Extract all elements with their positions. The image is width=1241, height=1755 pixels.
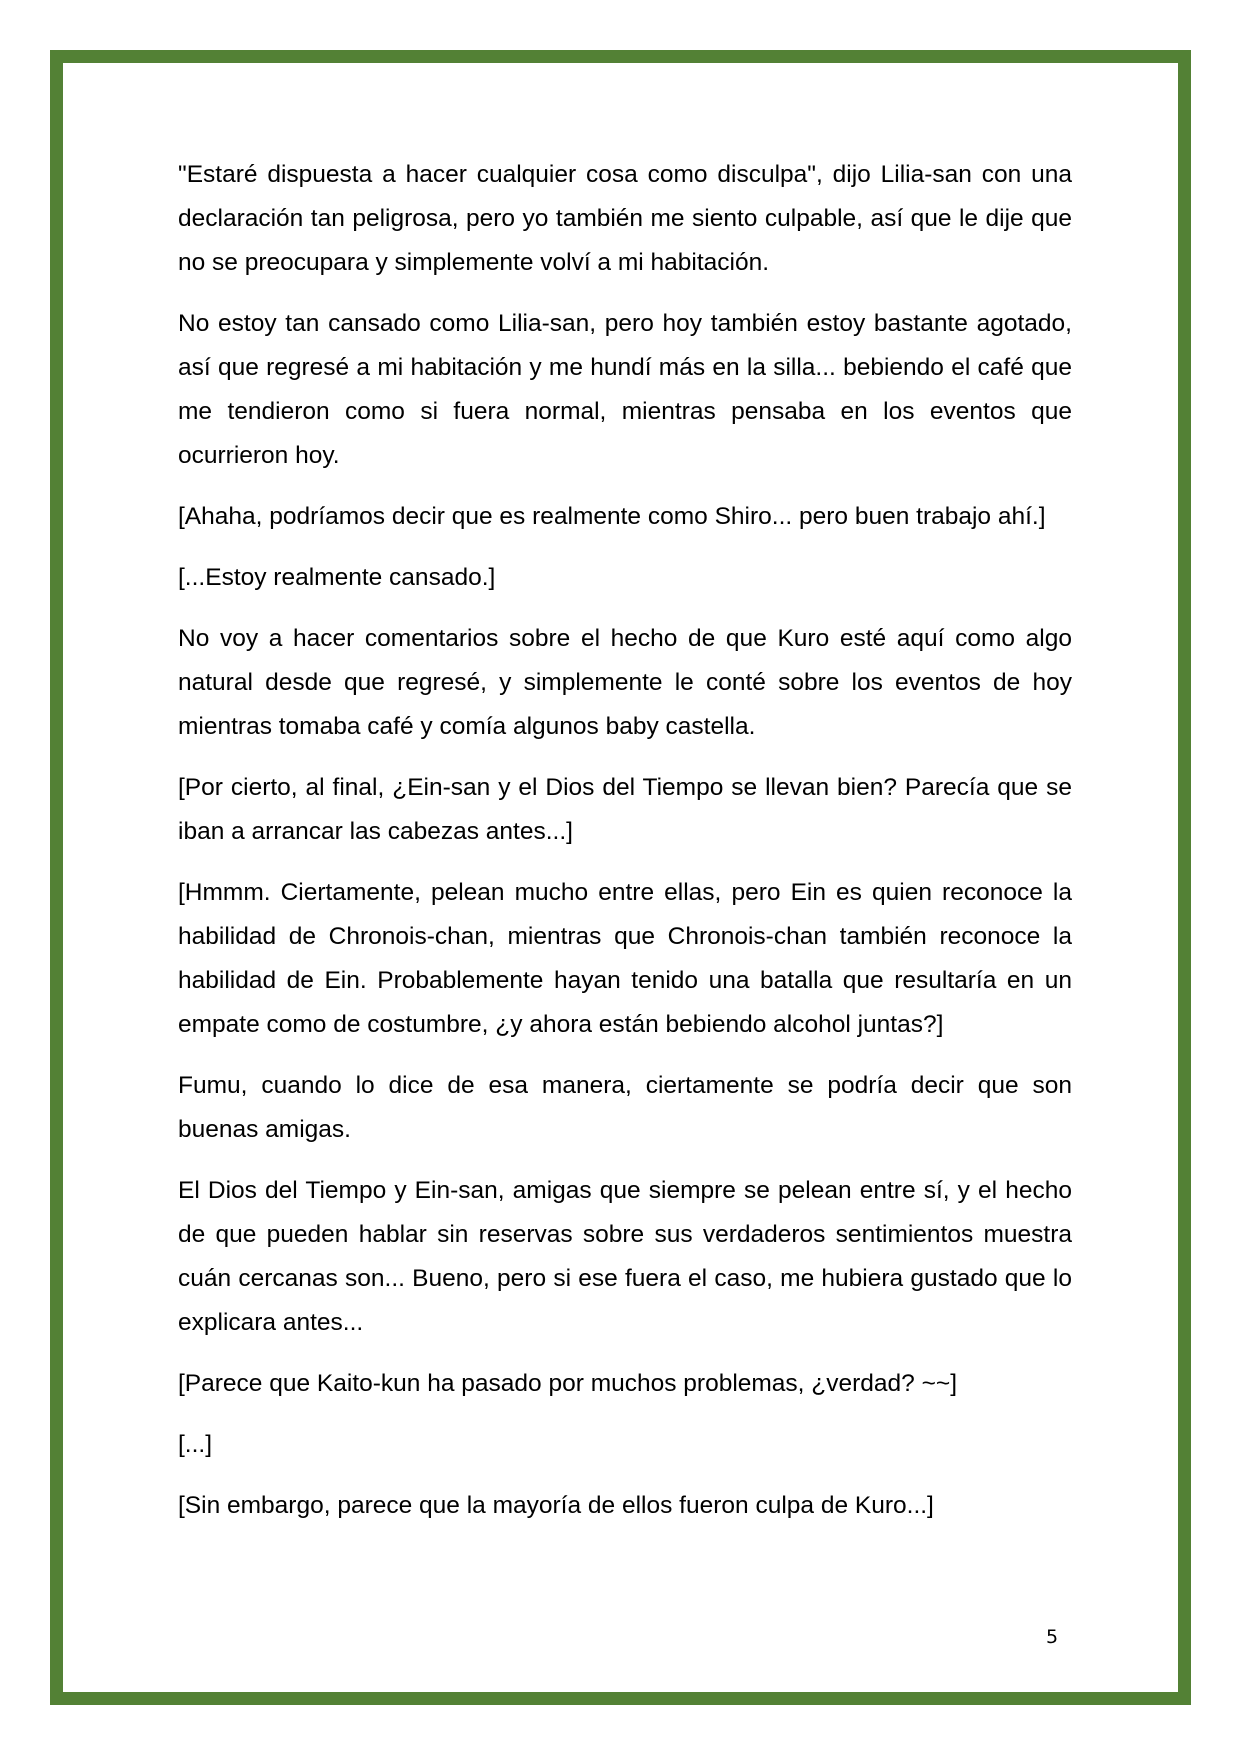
document-body: [178, 153, 1072, 1545]
paragraph: Fumu, cuando lo dice de esa manera, ciertamente se podría decir que son buenas amigas.: [178, 1072, 1072, 1143]
paragraph: [Parece que Kaito-kun ha pasado por muchos problemas, ¿verdad? ~~]: [178, 1370, 958, 1397]
page-number: 5: [1046, 1626, 1059, 1648]
paragraph: [Ahaha, podríamos decir que es realmente como Shiro... pero buen trabajo ahí.]: [178, 503, 1046, 530]
paragraph: No voy a hacer comentarios sobre el hecho de que Kuro esté aquí como algo natural desde que regresé, y simplemente le conté sobre los eventos de hoy mientras tomaba café y comía algunos baby castella.: [178, 625, 1072, 740]
paragraph: [...]: [178, 1431, 213, 1458]
paragraph: [Hmmm. Ciertamente, pelean mucho entre ellas, pero Ein es quien reconoce la habilidad de Chronois-chan, mientras que Chronois-chan también reconoce la habilidad de Ein. Probablemente hayan tenido una batalla que resultaría en un empate como de costumbre, ¿y ahora están bebiendo alcohol juntas?]: [178, 879, 1072, 1038]
paragraph: "Estaré dispuesta a hacer cualquier cosa como disculpa", dijo Lilia-san con una declaración tan peligrosa, pero yo también me siento culpable, así que le dije que no se preocupara y simplemente volví a mi habitación.: [178, 161, 1072, 276]
paragraph: El Dios del Tiempo y Ein-san, amigas que siempre se pelean entre sí, y el hecho de que pueden hablar sin reservas sobre sus verdaderos sentimientos muestra cuán cercanas son... Bueno, pero si ese fuera el caso, me hubiera gustado que lo explicara antes...: [178, 1177, 1072, 1336]
paragraph: [...Estoy realmente cansado.]: [178, 564, 496, 591]
paragraph: No estoy tan cansado como Lilia-san, pero hoy también estoy bastante agotado, así que regresé a mi habitación y me hundí más en la silla... bebiendo el café que me tendieron como si fuera normal, mientras pensaba en los eventos que ocurrieron hoy.: [178, 310, 1072, 469]
paragraph: [Por cierto, al final, ¿Ein-san y el Dios del Tiempo se llevan bien? Parecía que se iban a arrancar las cabezas antes...]: [178, 774, 1072, 845]
paragraph: [Sin embargo, parece que la mayoría de ellos fueron culpa de Kuro...]: [178, 1492, 934, 1519]
